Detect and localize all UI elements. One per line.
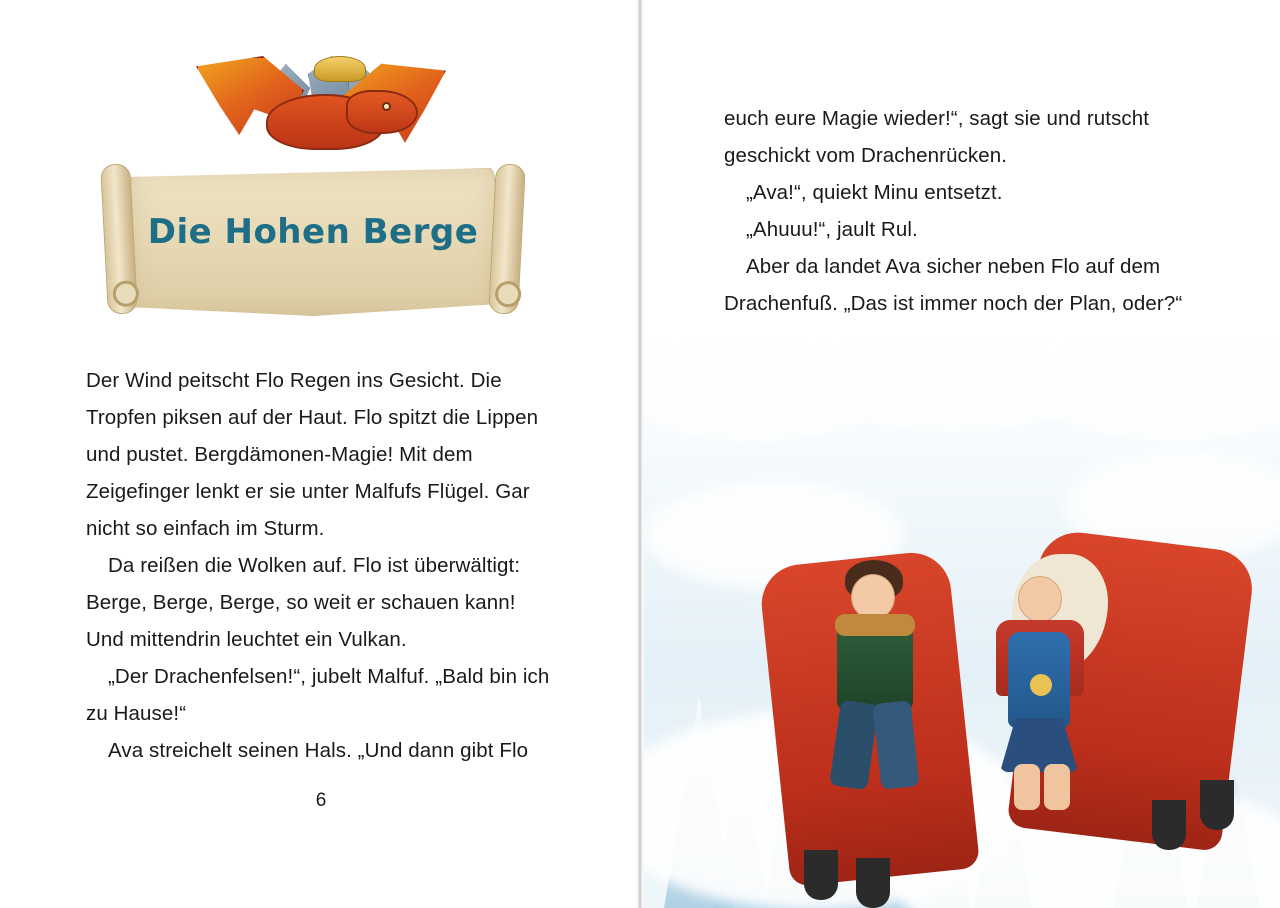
boy-leg-left	[829, 700, 879, 790]
claw-toe	[856, 858, 890, 908]
dragon-illustration	[196, 52, 446, 172]
paragraph: Der Wind peitscht Flo Regen ins Gesicht. Die Tropfen piksen auf der Haut. Flo spitzt die Lippen und pustet. Bergdämonen-Magie! Mit dem Zeigefinger lenkt er sie unter Malfufs Flügel. Gar nicht so einfach im Sturm.	[86, 369, 539, 540]
character-boy-flo	[819, 560, 939, 800]
treasure-pile	[314, 56, 366, 82]
paragraph: euch eure Magie wieder!“, sagt sie und rutscht geschickt vom Drachenrücken.	[724, 107, 1150, 167]
dragon-head	[346, 90, 418, 134]
left-page-body-text	[86, 362, 556, 769]
paragraph: „Der Drachenfelsen!“, jubelt Malfuf. „Bald bin ich zu Hause!“	[86, 665, 550, 725]
girl-head	[1018, 576, 1062, 622]
character-girl-ava	[982, 558, 1112, 808]
claw-toe	[804, 850, 838, 900]
boy-collar	[835, 614, 915, 636]
book-gutter	[636, 0, 644, 908]
dragon-eye	[382, 102, 391, 111]
left-page	[0, 0, 636, 908]
boy-leg-right	[873, 700, 920, 790]
paragraph: „Ahuuu!“, jault Rul.	[746, 218, 918, 241]
paragraph: Da reißen die Wolken auf. Flo ist überwältigt: Berge, Berge, Berge, so weit er schauen kann! Und mittendrin leuchtet ein Vulkan.	[86, 554, 521, 651]
chapter-title: Die Hohen Berge	[147, 212, 479, 252]
girl-leg-right	[1044, 764, 1070, 810]
right-page-illustration	[644, 330, 1280, 908]
parchment-scroll	[104, 160, 522, 325]
chapter-banner-illustration	[86, 52, 536, 342]
girl-belt-buckle	[1030, 674, 1052, 696]
claw-toe	[1152, 800, 1186, 850]
paragraph: Aber da landet Ava sicher neben Flo auf dem Drachenfuß. „Das ist immer noch der Plan, oder?“	[724, 255, 1183, 315]
claw-toe	[1200, 780, 1234, 830]
paragraph: „Ava!“, quiekt Minu entsetzt.	[746, 181, 1003, 204]
paragraph: Ava streichelt seinen Hals. „Und dann gibt Flo	[108, 739, 529, 762]
page-number: 6	[315, 790, 327, 811]
girl-leg-left	[1014, 764, 1040, 810]
right-page	[644, 0, 1280, 908]
